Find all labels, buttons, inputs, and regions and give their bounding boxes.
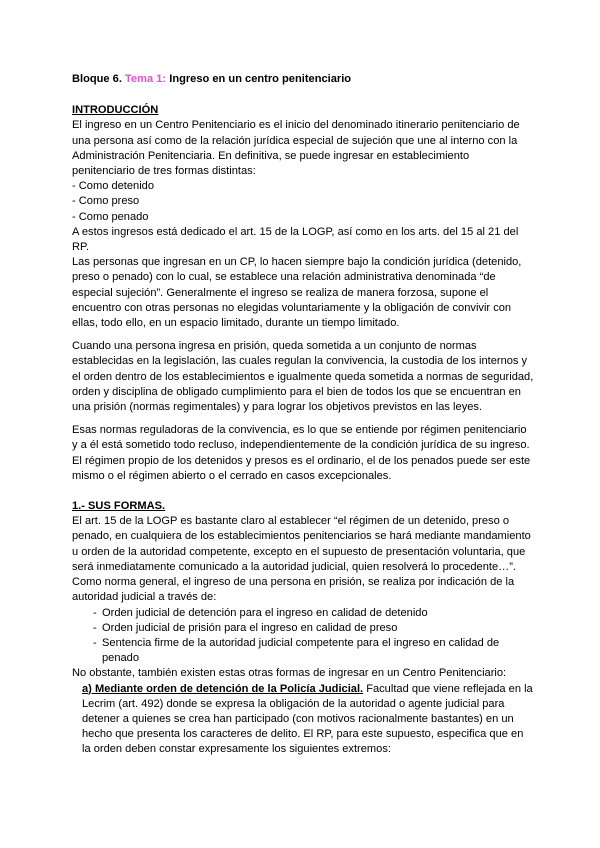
judicial-orders-list [72,606,534,667]
title-main: Ingreso en un centro penitenciario [169,73,352,85]
intro-paragraph-3: Las personas que ingresan en un CP, lo hacen siempre bajo la condición jurídica (detenido, preso o penado) con lo cual, se establece una relación administrativa denominada “de especial sujeción”. Generalmente el ingreso se realiza de manera forzosa, supone el encuentro con otras personas no elegidas voluntariamente y la obligación de convivir con ellas, todo ello, en un espacio limitado, durante un tiempo limitado. [72,256,522,330]
subsection-a [72,682,534,758]
document-page [72,72,534,758]
section-1-paragraph-1: El art. 15 de la LOGP es bastante claro al establecer “el régimen de un detenido, preso o penado, en cualquiera de los establecimientos penitenciarios se hará mediante mandamiento u orden de la autoridad competente, excepto en el supuesto de presentación voluntaria, que será inmediatamente comunicado a la autoridad judicial, quien resolverá lo procedente…”. Como norma general, el ingreso de una persona en prisión, se realiza por indicación de la autoridad judicial a través de: [72,515,531,604]
section-1-heading: 1.- SUS FORMAS. [72,500,166,513]
intro-form-penado: - Como penado [72,210,149,223]
list-item: - Orden judicial de prisión para el ingreso en calidad de preso [93,621,534,636]
list-item: - Orden judicial de detención para el ingreso en calidad de detenido [93,606,534,621]
title-tema: Tema 1: [125,73,167,85]
intro-paragraph-2: A estos ingresos está dedicado el art. 15 de la LOGP, así como en los arts. del 15 al 21 del RP. [72,225,519,254]
subsection-a-label: a) Mediante orden de detención de la Policía Judicial. [82,682,364,695]
intro-form-preso: - Como preso [72,195,140,208]
title-prefix: Bloque 6. [72,73,122,85]
list-item: - Sentencia firme de la autoridad judicial competente para el ingreso en calidad de penado [93,636,534,666]
intro-paragraph-4: Cuando una persona ingresa en prisión, queda sometida a un conjunto de normas establecidas en la legislación, las cuales regulan la convivencia, la custodia de los internos y el orden dentro de los establecimientos e igualmente queda sometida a normas de seguridad, orden y disciplina de obligado cumplimiento para el bien de todos los que se encuentran en una prisión (normas regimentales) y para lograr los objetivos previstos en las leyes. [72,340,534,414]
document-title [72,72,534,87]
intro-heading: INTRODUCCIÓN [72,104,159,117]
intro-form-detenido: - Como detenido [72,180,155,193]
subsection-a-text: Facultad que viene reflejada en la Lecrim (art. 492) donde se expresa la obligación de la autoridad o agente judicial para detener a quienes se crea han participado (con motivos racionalmente bastantes) en un hecho que presenta los caracteres de delito. El RP, para este supuesto, especifica que en la orden deben constar expresamente los siguientes extremos: [82,682,533,756]
intro-paragraph-1: El ingreso en un Centro Penitenciario es el inicio del denominado itinerario penitenciario de una persona así como de la relación jurídica especial de sujeción que une al interno con la Administración Penitenciaria. En definitiva, se puede ingresar en establecimiento penitenciario de tres formas distintas: [72,119,520,178]
intro-paragraph-5: Esas normas reguladoras de la convivencia, es lo que se entiende por régimen penitenciario y a él está sometido todo recluso, independientemente de la condición jurídica de su ingreso. El régimen propio de los detenidos y presos es el ordinario, el de los penados puede ser este mismo o el régimen abierto o el cerrado en casos excepcionales. [72,424,531,482]
section-1-paragraph-2: No obstante, también existen estas otras formas de ingresar en un Centro Penitenciario: [72,667,507,680]
